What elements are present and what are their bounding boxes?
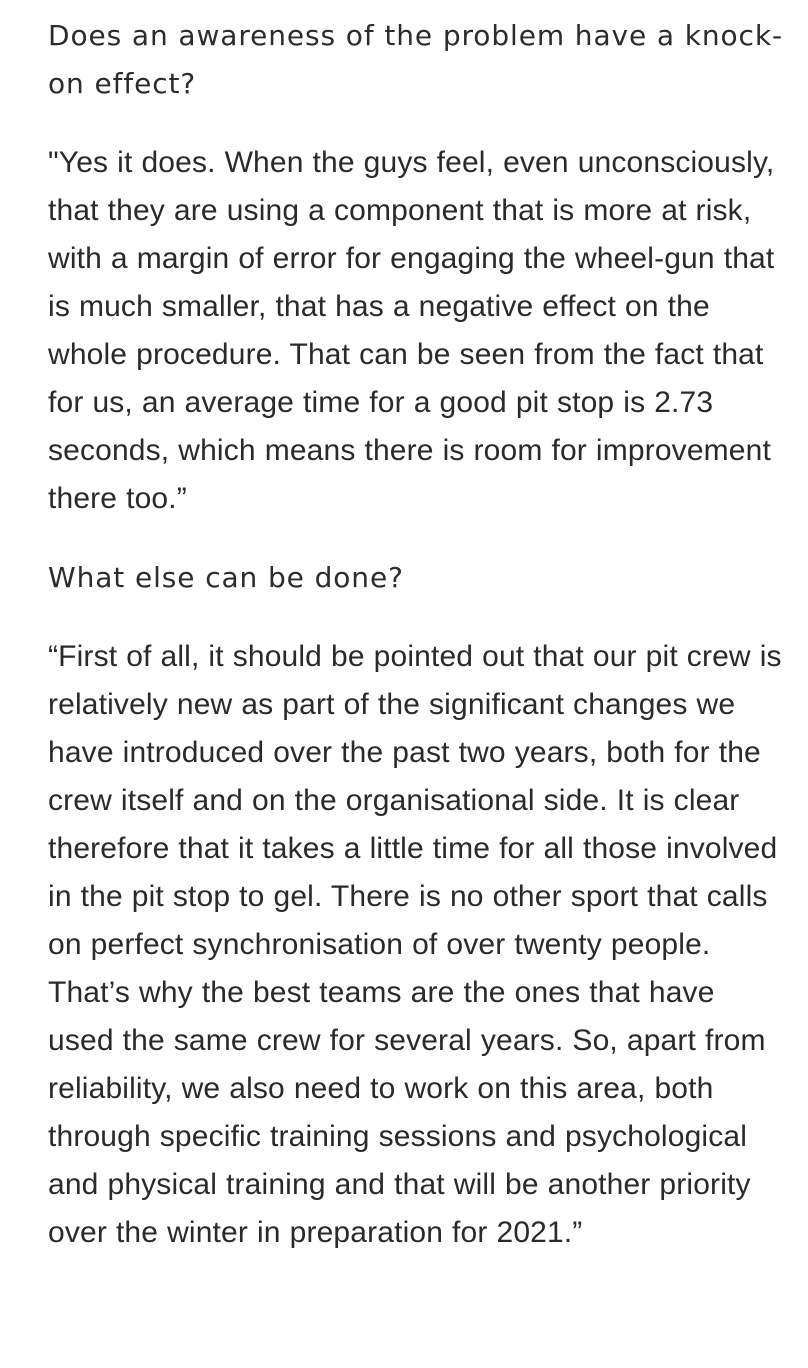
answer-paragraph-awareness: "Yes it does. When the guys feel, even unconsciously, that they are using a component that is more at risk, with a margin of error for engaging the wheel-gun that is much smaller, that has a negative effect on the whole procedure. That can be seen from the fact that for us, an average time for a good pit stop is 2.73 seconds, which means there is room for improvement there too.” xyxy=(48,146,775,515)
article-body xyxy=(48,12,788,1257)
answer-paragraph-what-else: “First of all, it should be pointed out that our pit crew is relatively new as part of the significant changes we have introduced over the past two years, both for the crew itself and on the organisational side. It is clear therefore that it takes a little time for all those involved in the pit stop to gel. There is no other sport that calls on perfect synchronisation of over twenty people. That’s why the best teams are the ones that have used the same crew for several years. So, apart from reliability, we also need to work on this area, both through specific training sessions and psychological and physical training and that will be another priority over the winter in preparation for 2021.” xyxy=(48,640,782,1249)
question-heading-what-else: What else can be done? xyxy=(48,561,404,594)
question-heading-awareness: Does an awareness of the problem have a knock-on effect? xyxy=(48,19,783,100)
